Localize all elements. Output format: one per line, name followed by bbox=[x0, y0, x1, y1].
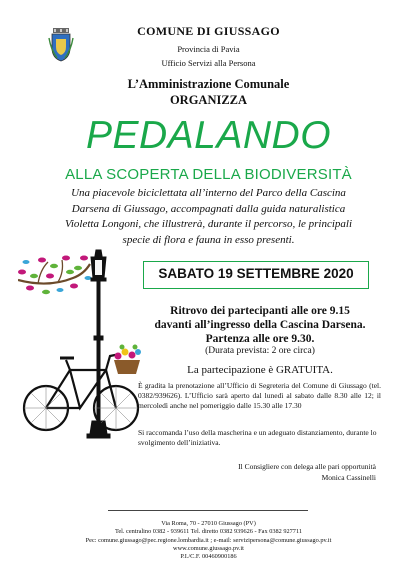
description-line: Darsena di Giussago, accompagnati dalla guida naturalistica bbox=[71, 202, 346, 215]
event-date: SABATO 19 SETTEMBRE 2020 bbox=[158, 266, 354, 281]
footer-phone: Tel. centralino 0382 - 939611 Tel. diretto 0382 939626 - Fax 0382 927711 bbox=[114, 528, 303, 536]
footer-email: Pec: comune.giussago@pec.regione.lombardia.it ; e-mail: servizipersona@comune.giussago.pv.it bbox=[85, 536, 332, 544]
gratuita-label: La partecipazione è GRATUITA. bbox=[187, 364, 333, 376]
consigliere-role: Il Consigliere con delega alle pari opportunità bbox=[238, 462, 376, 471]
event-title: PEDALANDO bbox=[85, 114, 332, 157]
ritrovo-line: davanti all’ingresso della Cascina Darsena. bbox=[154, 319, 366, 331]
footer bbox=[0, 520, 417, 561]
provincia-label: Provincia di Pavia bbox=[177, 44, 240, 54]
signature-block bbox=[140, 462, 376, 483]
ufficio-label: Ufficio Servizi alla Persona bbox=[161, 58, 256, 68]
consigliere-name: Monica Cassinelli bbox=[321, 472, 376, 482]
description-line: Violetta Longoni, che illustrerà, durante il percorso, le principali bbox=[64, 218, 353, 230]
event-subtitle: ALLA SCOPERTA DELLA BIODIVERSITÀ bbox=[65, 166, 352, 183]
ritrovo-line: Partenza alle ore 9.30. bbox=[205, 333, 315, 345]
description-line: specie di flora e fauna in esso presenti. bbox=[122, 233, 295, 246]
comune-name: COMUNE DI GIUSSAGO bbox=[137, 24, 280, 38]
prenotazione-paragraph: È gradita la prenotazione all’Ufficio di Segreteria del Comune di Giussago (tel. 0382/939626). L’Ufficio sarà aperto dal lunedì al sabato dalle 8.30 alle 12; il mercoledì anche nel pomeriggio dalle 15.30 alle 17.30 bbox=[138, 381, 381, 411]
ritrovo-line: Ritrovo dei partecipanti alle ore 9.15 bbox=[170, 305, 350, 317]
footer-vat: P.I./C.F. 00460900186 bbox=[180, 553, 237, 561]
mascherina-paragraph: Si raccomanda l’uso della mascherina e un adeguato distanziamento, durante lo svolgimento dell’iniziativa. bbox=[138, 428, 377, 448]
description-line: Una piacevole biciclettata all’interno del Parco della Cascina bbox=[71, 187, 346, 199]
event-description bbox=[30, 186, 387, 248]
footer-website: www.comune.giussago.pv.it bbox=[173, 544, 244, 552]
durata-label: (Durata prevista: 2 ore circa) bbox=[205, 346, 315, 356]
footer-divider bbox=[108, 510, 308, 511]
organizza-heading: ORGANIZZA bbox=[169, 93, 248, 107]
amministrazione-heading: L’Amministrazione Comunale bbox=[127, 77, 290, 91]
footer-address: Via Roma, 70 - 27010 Giussago (PV) bbox=[161, 520, 256, 527]
bicycle-lamppost-illustration bbox=[18, 248, 144, 446]
ritrovo-info bbox=[140, 304, 380, 346]
